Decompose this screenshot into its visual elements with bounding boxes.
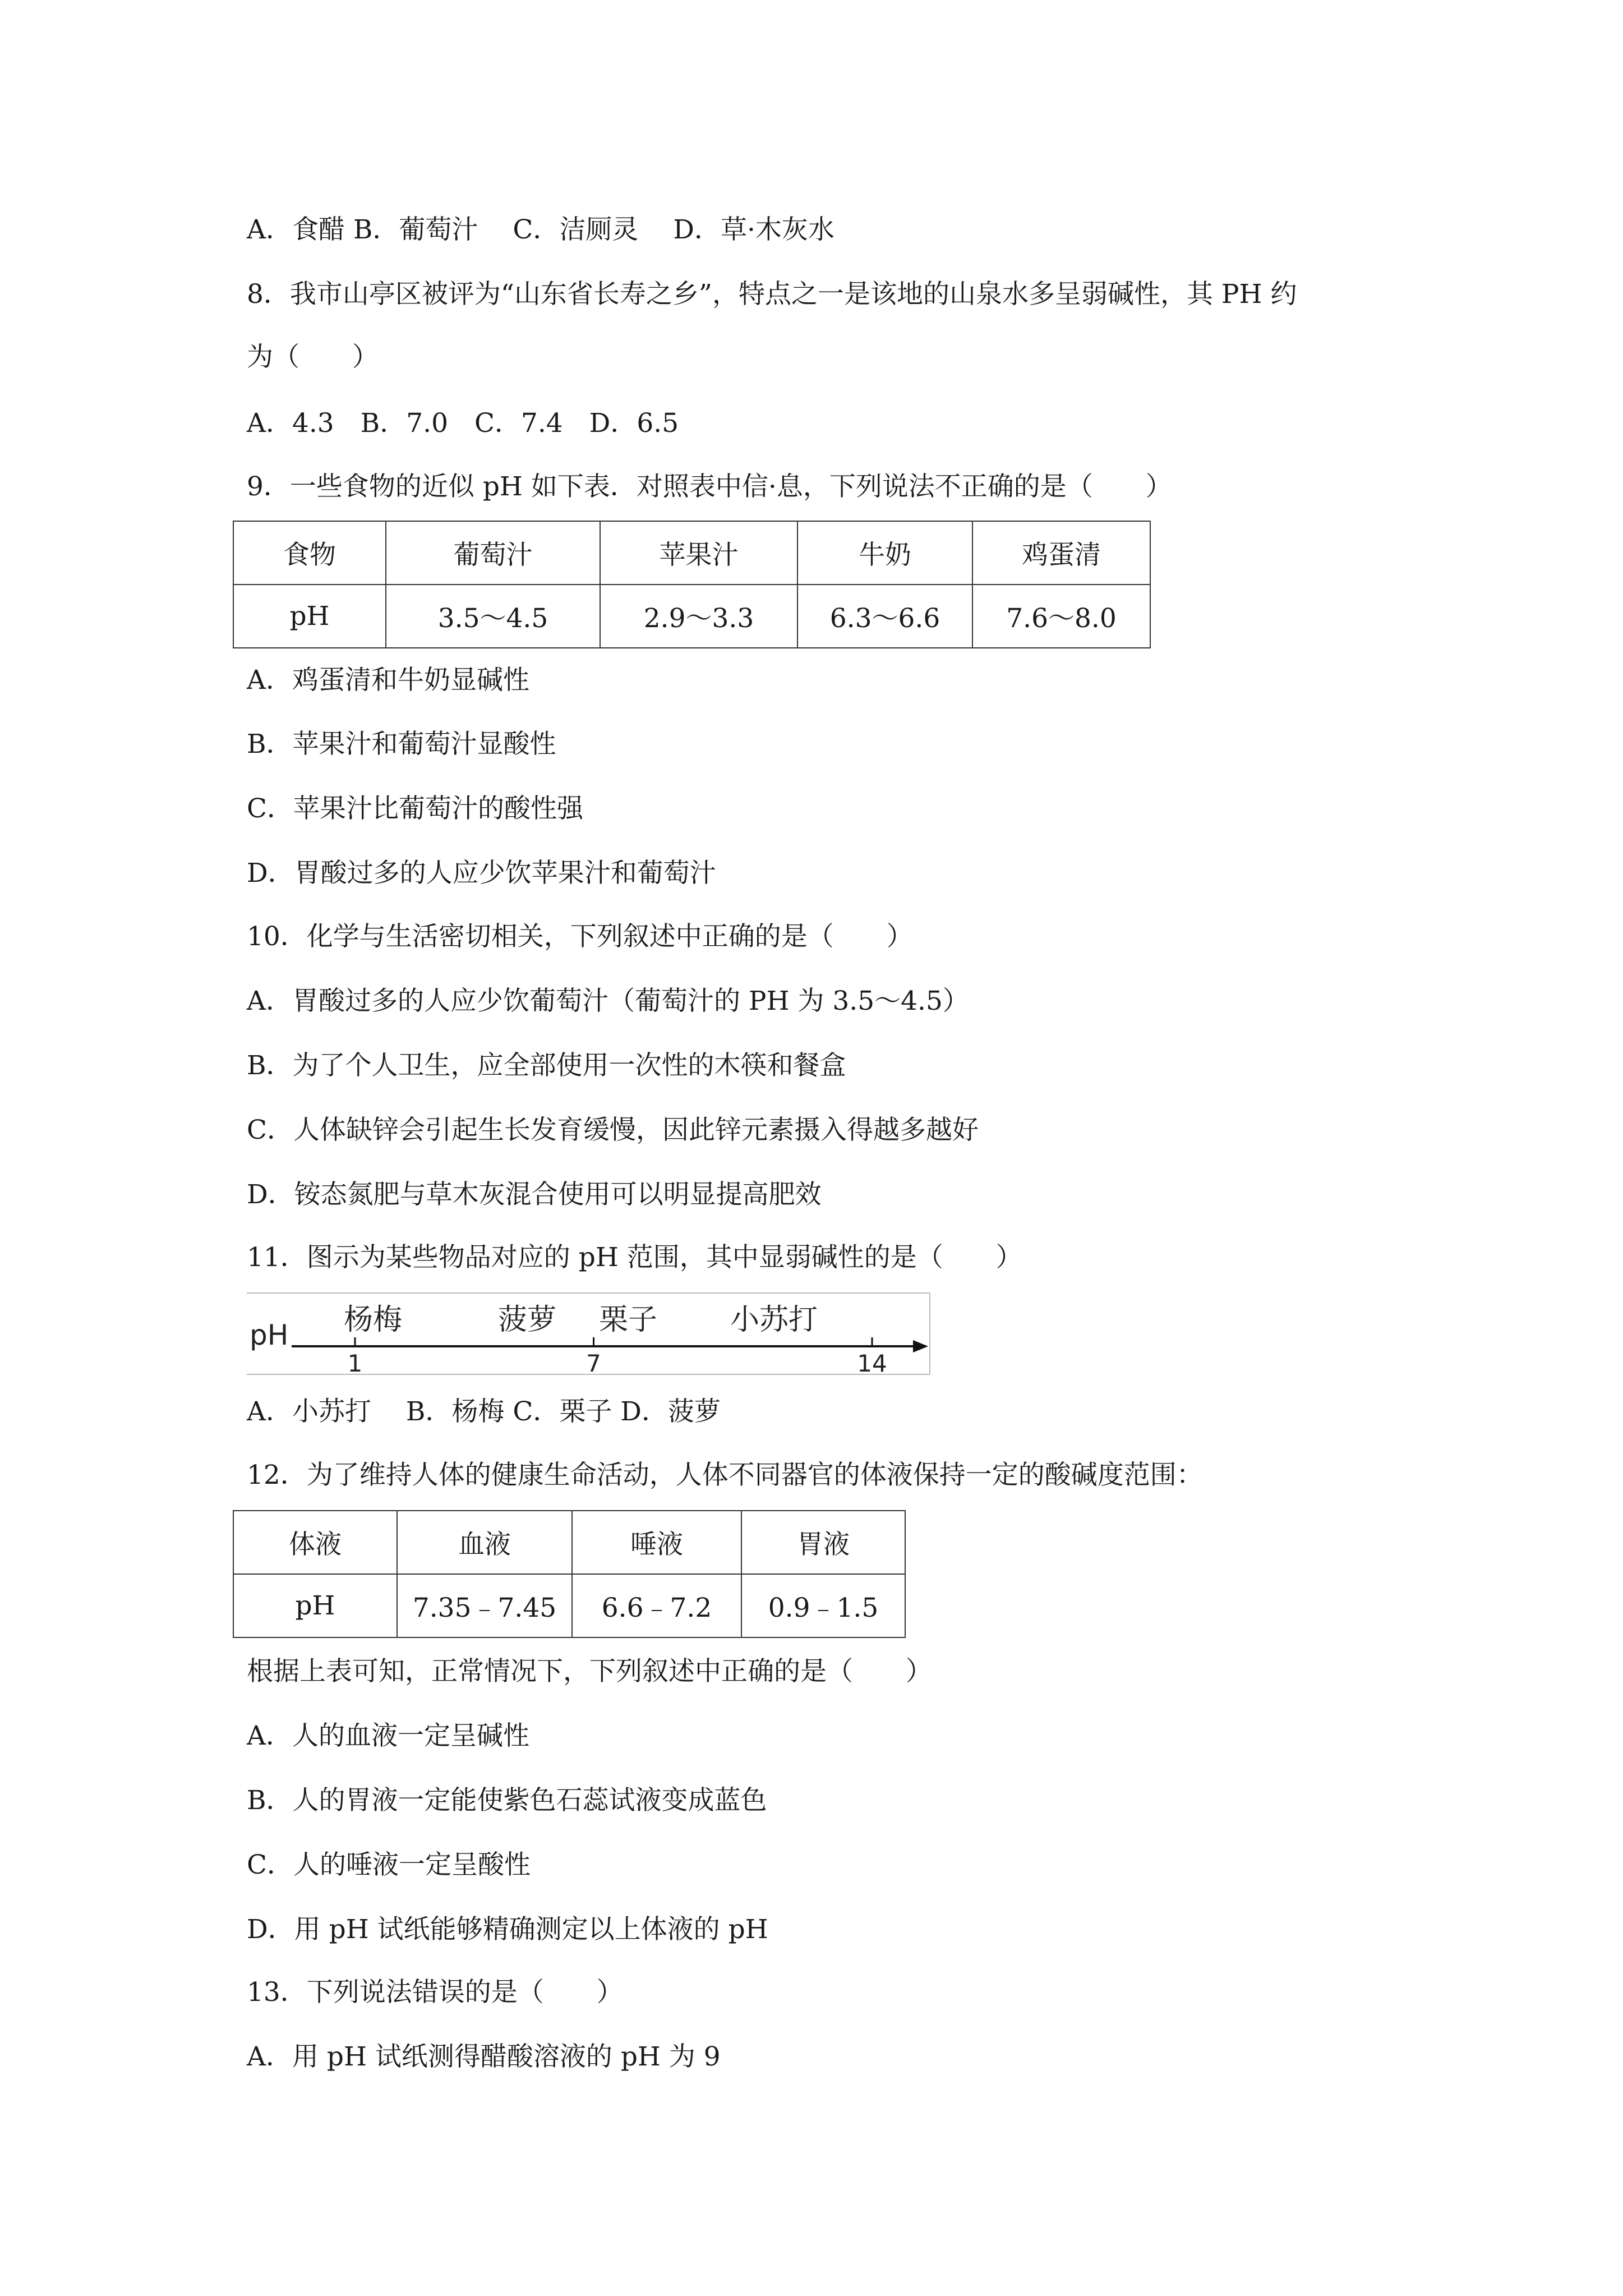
q9-header-cell: 苹果汁 (600, 521, 797, 585)
q12-option-d: D．用 pH 试纸能够精确测定以上体液的 pH (247, 1914, 768, 1945)
q12-option-a: A．人的血液一定呈碱性 (247, 1720, 529, 1751)
q12-header-cell: 胃液 (741, 1511, 905, 1574)
q12-value-cell: pH (233, 1574, 397, 1637)
ph-scale-svg (241, 1290, 937, 1377)
q12-stem: 12．为了维持人体的健康生命活动，人体不同器官的体液保持一定的酸碱度范围： (247, 1460, 1203, 1490)
q12-followup: 根据上表可知，正常情况下，下列叙述中正确的是（ ） (247, 1656, 932, 1687)
q9-header-cell: 牛奶 (797, 521, 972, 585)
q9-option-a: A．鸡蛋清和牛奶显碱性 (247, 665, 529, 696)
q12-header-cell: 血液 (397, 1511, 572, 1574)
q10-stem: 10．化学与生活密切相关，下列叙述中正确的是（ ） (247, 921, 913, 952)
q9-header-cell: 葡萄汁 (386, 521, 600, 585)
item-label-yangmei: 杨梅 (343, 1303, 403, 1337)
q12-value-cell: 6.6﹣7.2 (572, 1574, 741, 1637)
q9-header-cell: 鸡蛋清 (972, 521, 1150, 585)
q12-value-cell: 7.35﹣7.45 (397, 1574, 572, 1637)
q9-option-c: C．苹果汁比葡萄汁的酸性强 (247, 793, 583, 824)
axis-label-ph: pH (250, 1319, 289, 1351)
q12-body-fluid-table (233, 1510, 906, 1638)
q12-header-cell: 体液 (233, 1511, 397, 1574)
q9-value-cell: pH (233, 585, 386, 648)
q10-option-c: C．人体缺锌会引起生长发育缓慢，因此锌元素摄入得越多越好 (247, 1115, 979, 1145)
axis-arrow-icon (913, 1340, 928, 1352)
q9-value-cell: 6.3～6.6 (797, 585, 972, 648)
q8-options: A．4.3 B．7.0 C．7.4 D．6.5 (247, 408, 679, 439)
q12-header-cell: 唾液 (572, 1511, 741, 1574)
q11-options: A．小苏打 B．杨梅 C．栗子 D．菠萝 (247, 1396, 721, 1427)
q9-value-cell: 7.6～8.0 (972, 585, 1150, 648)
q9-option-d: D．胃酸过多的人应少饮苹果汁和葡萄汁 (247, 858, 716, 889)
tick-label: 14 (857, 1350, 887, 1377)
q7-options: A．食醋 B．葡萄汁 C．洁厕灵 D．草·木灰水 (247, 214, 834, 245)
q9-value-cell: 3.5～4.5 (386, 585, 600, 648)
q9-option-b: B．苹果汁和葡萄汁显酸性 (247, 729, 556, 760)
tick-label: 1 (347, 1350, 363, 1377)
q10-option-d: D．铵态氮肥与草木灰混合使用可以明显提高肥效 (247, 1179, 822, 1210)
item-label-lizi: 栗子 (598, 1303, 658, 1337)
q8-stem-line1: 8．我市山亭区被评为“山东省长寿之乡”，特点之一是该地的山泉水多呈弱碱性，其 PH 约 (247, 279, 1297, 310)
q11-stem: 11．图示为某些物品对应的 pH 范围，其中显弱碱性的是（ ） (247, 1242, 1022, 1273)
q9-value-cell: 2.9～3.3 (600, 585, 797, 648)
q9-stem: 9．一些食物的近似 pH 如下表．对照表中信·息，下列说法不正确的是（ ） (247, 471, 1172, 502)
q9-header-cell: 食物 (233, 521, 386, 585)
q10-option-b: B．为了个人卫生，应全部使用一次性的木筷和餐盒 (247, 1050, 846, 1081)
q12-option-c: C．人的唾液一定呈酸性 (247, 1849, 531, 1880)
q8-stem-line2: 为（ ） (247, 342, 379, 372)
tick-label: 7 (586, 1350, 601, 1377)
q12-value-cell: 0.9﹣1.5 (741, 1574, 905, 1637)
q13-option-a: A．用 pH 试纸测得醋酸溶液的 pH 为 9 (247, 2041, 721, 2072)
q10-option-a: A．胃酸过多的人应少饮葡萄汁（葡萄汁的 PH 为 3.5～4.5） (247, 986, 969, 1016)
q12-option-b: B．人的胃液一定能使紫色石蕊试液变成蓝色 (247, 1785, 767, 1816)
item-label-xiaosuda: 小苏打 (730, 1303, 818, 1337)
q13-stem: 13．下列说法错误的是（ ） (247, 1977, 623, 2008)
item-label-boluo: 菠萝 (497, 1303, 557, 1337)
q9-food-ph-table (233, 521, 1151, 648)
q11-ph-scale-figure (241, 1290, 937, 1377)
